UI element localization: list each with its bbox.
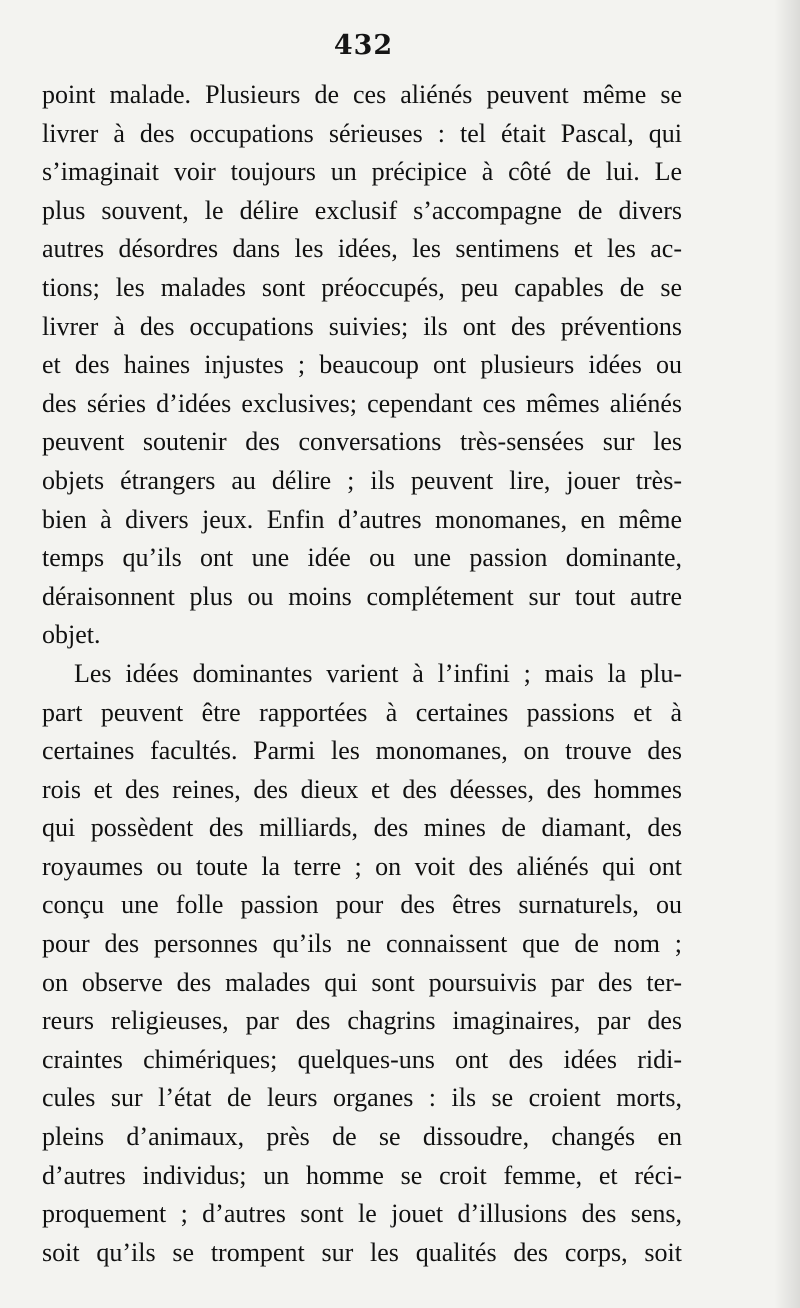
page-number: 432	[333, 30, 394, 61]
text-line: pour des personnes qu’ils ne connaissent que de nom ;	[42, 929, 682, 959]
text-line: déraisonnent plus ou moins complétement sur tout autre	[42, 581, 682, 611]
text-line: des séries d’idées exclusives; cependant ces mêmes aliénés	[42, 388, 682, 418]
text-line: pleins d’animaux, près de se dissoudre, changés en	[42, 1122, 682, 1152]
text-line: point malade. Plusieurs de ces aliénés peuvent même se	[42, 80, 682, 109]
text-line: Les idées dominantes varient à l’infini ; mais la plu-	[74, 658, 682, 688]
text-line: rois et des reines, des dieux et des déesses, des hommes	[42, 774, 682, 804]
text-line: soit qu’ils se trompent sur les qualités des corps, soit	[42, 1237, 682, 1267]
text-line: bien à divers jeux. Enfin d’autres monomanes, en même	[42, 504, 682, 534]
text-line: objets étrangers au délire ; ils peuvent lire, jouer très-	[42, 465, 682, 495]
text-line: royaumes ou toute la terre ; on voit des aliénés qui ont	[42, 851, 682, 881]
text-line: d’autres individus; un homme se croit femme, et réci-	[42, 1160, 682, 1190]
text-line: autres désordres dans les idées, les sentimens et les ac-	[42, 234, 682, 264]
text-line: on observe des malades qui sont poursuivis par des ter-	[42, 967, 682, 997]
text-line: et des haines injustes ; beaucoup ont plusieurs idées ou	[42, 350, 682, 380]
text-line: reurs religieuses, par des chagrins imaginaires, par des	[42, 1006, 682, 1036]
text-line: qui possèdent des milliards, des mines de diamant, des	[42, 813, 682, 843]
text-line: part peuvent être rapportées à certaines passions et à	[42, 697, 682, 727]
text-line: livrer à des occupations suivies; ils ont des préventions	[42, 311, 682, 341]
text-line: tions; les malades sont préoccupés, peu capables de se	[42, 272, 682, 302]
text-line: objet.	[42, 620, 101, 650]
text-line: s’imaginait voir toujours un précipice à côté de lui. Le	[42, 157, 682, 187]
text-line: proquement ; d’autres sont le jouet d’illusions des sens,	[42, 1199, 682, 1229]
body-text	[42, 76, 682, 1272]
text-line: craintes chimériques; quelques-uns ont des idées ridi-	[42, 1044, 682, 1074]
text-line: conçu une folle passion pour des êtres surnaturels, ou	[42, 890, 682, 920]
paragraph-1	[42, 76, 682, 655]
text-line: peuvent soutenir des conversations très-sensées sur les	[42, 427, 682, 457]
text-line: certaines facultés. Parmi les monomanes, on trouve des	[42, 736, 682, 766]
text-line: cules sur l’état de leurs organes : ils se croient morts,	[42, 1083, 682, 1113]
page-edge-shadow	[774, 0, 800, 1308]
text-line: livrer à des occupations sérieuses : tel était Pascal, qui	[42, 118, 682, 148]
text-line: plus souvent, le délire exclusif s’accompagne de divers	[42, 195, 682, 225]
text-line: temps qu’ils ont une idée ou une passion dominante,	[42, 543, 682, 573]
paragraph-2	[42, 655, 682, 1273]
